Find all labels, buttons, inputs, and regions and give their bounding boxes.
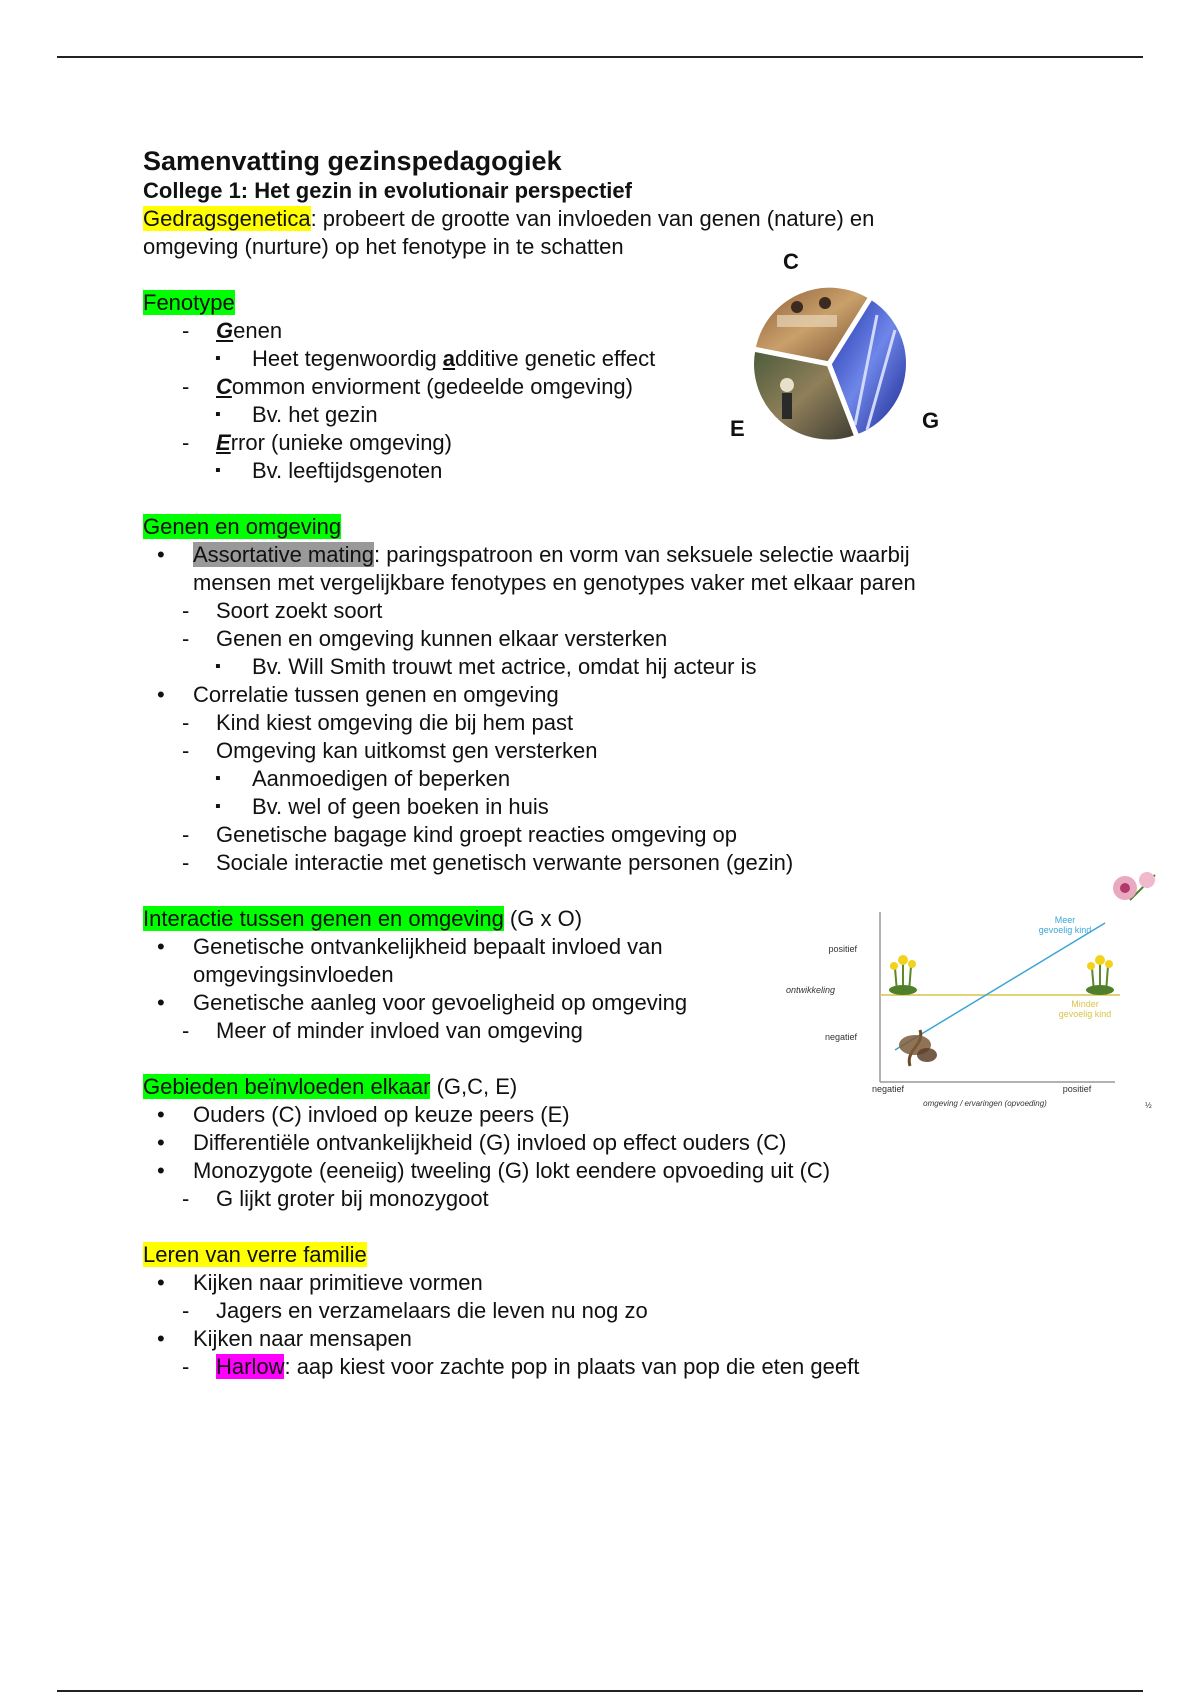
page-title: Samenvatting gezinspedagogiek (143, 146, 562, 176)
list-item: • Correlatie tussen genen en omgeving (143, 681, 1023, 709)
heading-gebieden: Gebieden beïnvloeden elkaar (143, 1074, 431, 1099)
section-gebieden: Gebieden beïnvloeden elkaar (G,C, E) • Ouders (C) invloed op keuze peers (E) • Differentiële ontvankelijkheid (G) invloed op effect ouders (C) • Monozygote (eeneiig) tweeling (G) lokt eendere opvoeding uit (C) - G lijkt groter bij monozygoot (143, 1073, 1023, 1213)
list-item: • Ouders (C) invloed op keuze peers (E) (143, 1101, 1023, 1129)
minder-gevoelig-label-2: gevoelig kind (1058, 1009, 1112, 1019)
person-shape (782, 393, 792, 419)
term-harlow: Harlow (216, 1354, 285, 1379)
list-item: - Meer of minder invloed van omgeving (143, 1017, 1023, 1045)
list-item: - Genen en omgeving kunnen elkaar versterken (143, 625, 1023, 653)
section-interactie: Interactie tussen genen en omgeving (G x O) • Genetische ontvankelijkheid bepaalt invloed van omgevingsinvloeden • Genetische aanleg voor gevoeligheid op omgeving - Meer of minder invloed van omgeving (143, 905, 1023, 1045)
person-head-shape (819, 297, 831, 309)
bottom-rule (57, 1690, 1143, 1692)
list-item: ▪ Bv. Will Smith trouwt met actrice, omdat hij acteur is (143, 653, 1023, 681)
y-label-ontwikkeling: ontwikkeling (785, 985, 835, 995)
x-axis-title: omgeving / ervaringen (opvoeding) (923, 1099, 1047, 1108)
ceg-pie-figure (727, 245, 940, 460)
top-rule (57, 56, 1143, 58)
y-label-negatief: negatief (824, 1032, 857, 1042)
wilted-plant-icon (899, 1030, 937, 1066)
list-item: • Kijken naar primitieve vormen (143, 1269, 1023, 1297)
list-item: ▪ Bv. leeftijdsgenoten (143, 457, 1023, 485)
section-genen-omgeving (143, 513, 1023, 877)
list-item: - Genetische bagage kind groept reacties omgeving op (143, 821, 1023, 849)
term-gedragsgenetica: Gedragsgenetica (143, 206, 311, 231)
dandelion-left-icon (889, 955, 917, 995)
heading-familie: Leren van verre familie (143, 1242, 367, 1267)
list-item: - Common enviorment (gedeelde omgeving) (143, 373, 1023, 401)
list-item: • Differentiële ontvankelijkheid (G) invloed op effect ouders (C) (143, 1129, 1023, 1157)
list-item: - Genen (143, 317, 1023, 345)
list-item: • Assortative mating: paringspatroon en vorm van seksuele selectie waarbij mensen met vergelijkbare fenotypes en genotypes vaker met elkaar paren (143, 541, 1023, 597)
list-item: • Kijken naar mensapen (143, 1325, 1023, 1353)
list-item: - Kind kiest omgeving die bij hem past (143, 709, 1023, 737)
list-item: - Harlow: aap kiest voor zachte pop in plaats van pop die eten geeft (143, 1353, 1023, 1381)
list-item: ▪ Bv. het gezin (143, 401, 1023, 429)
x-label-positief: positief (1062, 1084, 1092, 1094)
list-item: ▪ Aanmoedigen of beperken (143, 765, 1023, 793)
x-label-negatief: negatief (871, 1084, 905, 1094)
table-shape (777, 315, 837, 327)
orchid-icon (1113, 872, 1155, 900)
intro-line-2: omgeving (nurture) op het fenotype in te schatten (143, 234, 624, 259)
list-item: ▪ Bv. wel of geen boeken in huis (143, 793, 1023, 821)
heading-genen-omgeving: Genen en omgeving (143, 514, 342, 539)
meer-gevoelig-line (895, 923, 1105, 1050)
list-item: - G lijkt groter bij monozygoot (143, 1185, 1023, 1213)
pie-label-c: C (783, 249, 799, 274)
list-item: • Monozygote (eeneiig) tweeling (G) lokt eendere opvoeding uit (C) (143, 1157, 1023, 1185)
susceptibility-figure (785, 870, 1160, 1120)
list-item: • Genetische aanleg voor gevoeligheid op omgeving (143, 989, 1023, 1017)
heading-interactie: Interactie tussen genen en omgeving (143, 906, 504, 931)
corner-mark: ½ (1145, 1101, 1152, 1110)
list-item: - Omgeving kan uitkomst gen versterken (143, 737, 1023, 765)
y-label-positief: positief (828, 944, 857, 954)
list-item: • Genetische ontvankelijkheid bepaalt invloed van omgevingsinvloeden (143, 933, 1023, 989)
person-head-shape (791, 301, 803, 313)
familie-list (143, 1269, 1023, 1381)
page-subtitle: College 1: Het gezin in evolutionair perspectief (143, 178, 632, 203)
list-item: - Sociale interactie met genetisch verwante personen (gezin) (143, 849, 1023, 877)
list-item: - Error (unieke omgeving) (143, 429, 1023, 457)
heading-fenotype: Fenotype (143, 290, 235, 315)
genen-omgeving-list (143, 541, 1023, 877)
pie-label-g: G (922, 408, 940, 433)
meer-gevoelig-label-2: gevoelig kind (1038, 925, 1092, 935)
list-item: - Jagers en verzamelaars die leven nu nog zo (143, 1297, 1023, 1325)
meer-gevoelig-label-1: Meer (1054, 915, 1076, 925)
minder-gevoelig-label-1: Minder (1071, 999, 1099, 1009)
intro-line-1: Gedragsgenetica: probeert de grootte van invloeden van genen (nature) en (143, 206, 875, 231)
person-shape (780, 378, 794, 392)
pie-label-e: E (730, 416, 745, 441)
dandelion-right-icon (1086, 955, 1114, 995)
list-item: - Soort zoekt soort (143, 597, 1023, 625)
section-familie (143, 1241, 1023, 1381)
list-item: ▪ Heet tegenwoordig additive genetic effect (143, 345, 1023, 373)
term-assortative-mating: Assortative mating (193, 542, 374, 567)
